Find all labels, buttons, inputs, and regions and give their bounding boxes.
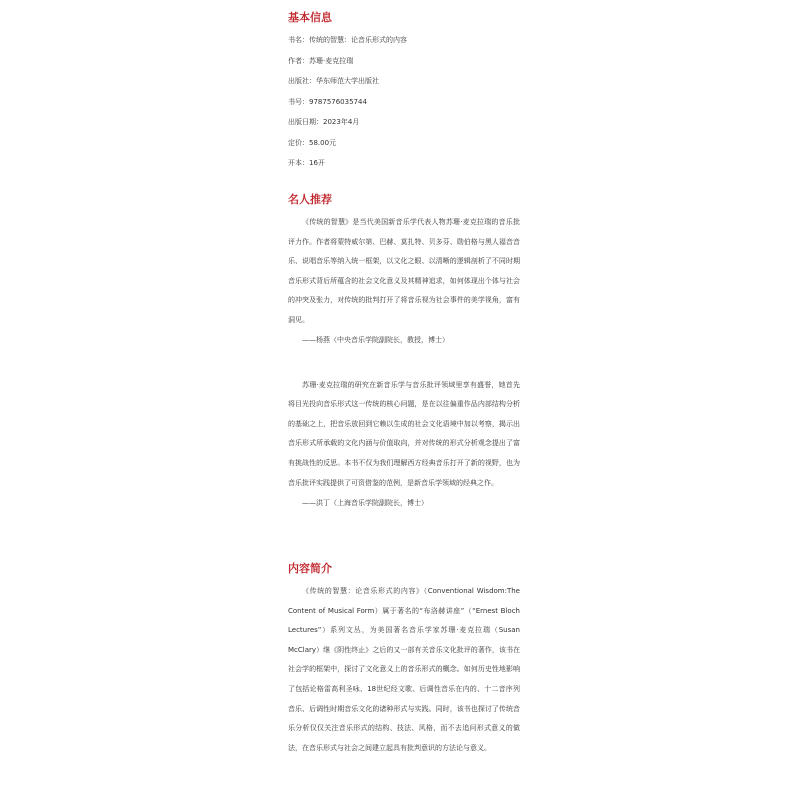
info-label: 出版日期 bbox=[288, 118, 316, 126]
info-separator: ： bbox=[302, 159, 309, 167]
recommendation-section bbox=[288, 193, 520, 510]
recommendation-body bbox=[288, 213, 520, 510]
basic-info-section bbox=[288, 11, 520, 180]
content-intro-heading: 内容简介 bbox=[288, 562, 332, 575]
info-row-pub-date bbox=[288, 118, 520, 139]
info-row-format bbox=[288, 159, 520, 180]
recommendation-paragraph: 苏珊·麦克拉瑞的研究在新音乐学与音乐批评领域里享有盛誉，她首先将目光投向音乐形式这一传统的核心问题，是在以往偏重作品内部结构分析的基础之上，把音乐放回到它赖以生成的社会文化语境中加以考察，揭示出音乐形式所承载的文化内涵与价值取向，并对传统的形式分析观念提出了富有挑战性的反思。本书不仅为我们理解西方经典音乐打开了新的视野，也为音乐批评实践提供了可资借鉴的范例，是新音乐学领域的经典之作。 bbox=[288, 380, 520, 487]
info-value: 58.00元 bbox=[309, 138, 337, 147]
content-intro-section bbox=[288, 562, 520, 758]
info-label: 定价 bbox=[288, 138, 302, 147]
info-row-title bbox=[288, 36, 520, 57]
recommendation-heading: 名人推荐 bbox=[288, 193, 332, 206]
info-separator: ： bbox=[302, 36, 309, 44]
info-value: 传统的智慧：论音乐形式的内容 bbox=[309, 36, 407, 44]
info-value: 9787576035744 bbox=[309, 97, 367, 106]
info-label: 出版社 bbox=[288, 77, 309, 85]
info-label: 开本 bbox=[288, 159, 302, 167]
info-label: 书名 bbox=[288, 36, 302, 44]
info-separator: ： bbox=[309, 77, 316, 85]
info-separator: ： bbox=[302, 56, 309, 65]
recommendation-paragraph: 《传统的智慧》是当代美国新音乐学代表人物苏珊·麦克拉瑞的音乐批评力作。作者将蒙特威尔第、巴赫、莫扎特、贝多芬、勋伯格与黑人福音音乐、说唱音乐等纳入统一框架，以文化之眼、以清晰的逻辑剖析了不同时期音乐形式背后所蕴含的社会文化意义及其精神追求，如何体现出个体与社会的冲突及张力，对传统的批判打开了将音乐视为社会事件的美学视角，富有洞见。 bbox=[288, 218, 520, 324]
info-value: 苏珊·麦克拉瑞 bbox=[309, 56, 354, 65]
info-row-author bbox=[288, 57, 520, 78]
info-row-isbn bbox=[288, 98, 520, 119]
info-value: 2023年4月 bbox=[323, 118, 360, 126]
basic-info-heading: 基本信息 bbox=[288, 11, 332, 24]
recommendation-signature: ——杨燕（中央音乐学院副院长，教授，博士） bbox=[302, 335, 449, 344]
content-intro-paragraph: 《传统的智慧：论音乐形式的内容》（Conventional Wisdom:The Content of Musical Form）属于著名的“布洛赫讲座”（“Ernest Bloch Lectures”）系列文丛，为美国著名音乐学家苏珊·麦克拉瑞（Susan McClary）继《阴性终止》之后的又一部有关音乐文化批评的著作，该书在社会学的框架中，探讨了文化意义上的音乐形式的概念。如何历史性地影响了包括论格雷高利圣咏、18世纪经文歌、后调性音乐在内的、十二音序列音乐、后调性时期音乐文化的诸种形式与实践。同时，该书也探讨了传统音乐分析仅仅关注音乐形式的结构、技法、风格，而不去追问形式意义的做法，在音乐形式与社会之间建立起具有批判意识的方法论与意义。 bbox=[288, 587, 520, 752]
info-separator: ： bbox=[302, 138, 309, 147]
info-separator: ： bbox=[302, 97, 309, 106]
info-separator: ： bbox=[316, 118, 323, 126]
info-label: 作者 bbox=[288, 56, 302, 65]
recommendation-signature: ——洪丁（上海音乐学院副院长，博士） bbox=[302, 499, 428, 508]
info-value: 华东师范大学出版社 bbox=[316, 77, 379, 85]
info-row-price bbox=[288, 139, 520, 160]
info-label: 书号 bbox=[288, 97, 302, 106]
info-value: 16开 bbox=[309, 159, 325, 167]
basic-info-list bbox=[288, 36, 520, 180]
info-row-publisher bbox=[288, 77, 520, 98]
